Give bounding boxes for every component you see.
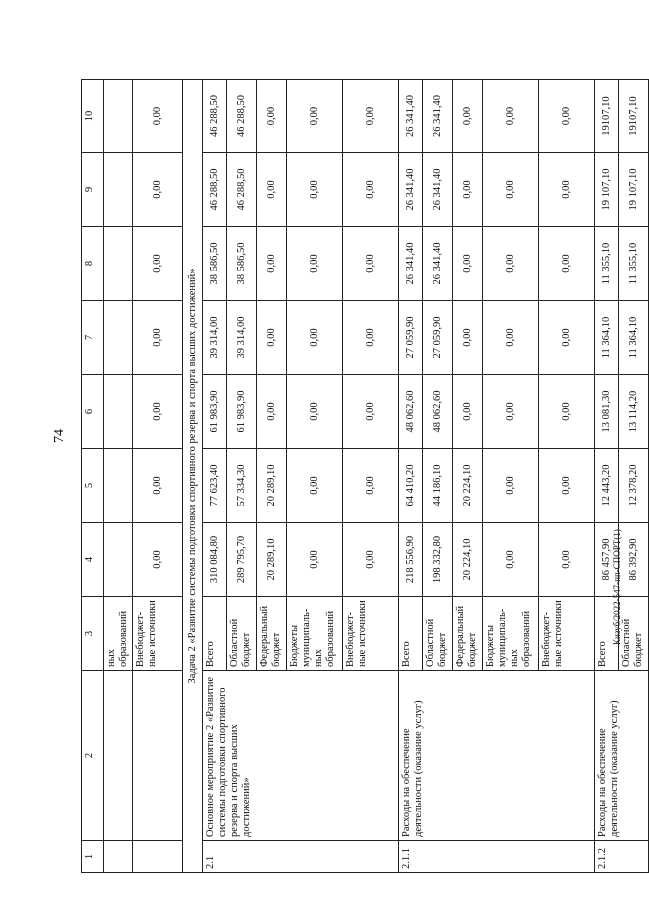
- value-cell: [104, 449, 133, 523]
- value-cell: 11 355,10: [619, 227, 649, 301]
- value-cell: [104, 301, 133, 375]
- value-cell: 0,00: [483, 523, 539, 597]
- value-cell: 19 107,10: [595, 153, 619, 227]
- value-cell: 46 288,50: [203, 153, 227, 227]
- value-cell: 11 355,10: [595, 227, 619, 301]
- source-cell: Всего: [203, 597, 227, 671]
- value-cell: 0,00: [343, 449, 399, 523]
- value-cell: 46 288,50: [227, 80, 257, 153]
- header-cell: 10: [82, 80, 104, 153]
- section-row: [183, 80, 203, 873]
- code-cell: [104, 841, 133, 873]
- value-cell: 0,00: [257, 153, 287, 227]
- value-cell: 0,00: [133, 375, 183, 449]
- value-cell: 26 341,40: [423, 227, 453, 301]
- table-row: [399, 80, 423, 873]
- header-cell: 7: [82, 301, 104, 375]
- section-title: Задача 2 «Развитие системы подготовки спортивного резерва и спорта высших достижений»: [183, 80, 203, 873]
- header-cell: 1: [82, 841, 104, 873]
- value-cell: 44 186,10: [423, 449, 453, 523]
- value-cell: 0,00: [453, 153, 483, 227]
- value-cell: 26 341,40: [399, 227, 423, 301]
- page-number: 74: [52, 429, 67, 443]
- source-cell: Внебюджет-ные источники: [539, 597, 595, 671]
- value-cell: 0,00: [133, 80, 183, 153]
- budget-table: [81, 79, 649, 873]
- value-cell: 39 314,00: [227, 301, 257, 375]
- value-cell: 61 983,90: [203, 375, 227, 449]
- value-cell: [104, 80, 133, 153]
- table-row: [595, 80, 619, 873]
- value-cell: 19 107,10: [619, 153, 649, 227]
- value-cell: 0,00: [287, 449, 343, 523]
- source-cell: Областной бюджет: [423, 597, 453, 671]
- name-cell: Расходы на обеспечение деятельности (оказание услуг): [399, 671, 595, 841]
- value-cell: 64 410,20: [399, 449, 423, 523]
- source-cell: Федеральный бюджет: [257, 597, 287, 671]
- value-cell: [104, 523, 133, 597]
- value-cell: 0,00: [483, 153, 539, 227]
- name-cell: Расходы на обеспечение деятельности (оказание услуг): [595, 671, 649, 841]
- value-cell: 0,00: [133, 301, 183, 375]
- value-cell: 48 062,60: [399, 375, 423, 449]
- value-cell: 0,00: [257, 80, 287, 153]
- header-cell: 2: [82, 671, 104, 841]
- source-cell: Бюджеты муниципаль-ных образований: [287, 597, 343, 671]
- value-cell: 0,00: [287, 301, 343, 375]
- value-cell: 0,00: [133, 523, 183, 597]
- value-cell: 46 288,50: [203, 80, 227, 153]
- value-cell: 0,00: [133, 153, 183, 227]
- source-cell: Всего: [399, 597, 423, 671]
- source-cell: Всего: [595, 597, 619, 671]
- value-cell: 19107,10: [619, 80, 649, 153]
- header-cell: 8: [82, 227, 104, 301]
- value-cell: 0,00: [539, 301, 595, 375]
- value-cell: [104, 227, 133, 301]
- value-cell: 310 084,80: [203, 523, 227, 597]
- value-cell: 0,00: [343, 301, 399, 375]
- code-cell: 2.1.1: [399, 841, 595, 873]
- value-cell: 26 341,40: [423, 80, 453, 153]
- document-code: Кизуб/2022-547-пп-СПОРТ(1): [612, 529, 622, 645]
- code-cell: 2.1: [203, 841, 399, 873]
- name-cell: [104, 671, 133, 841]
- value-cell: 12 378,20: [619, 449, 649, 523]
- value-cell: 0,00: [287, 227, 343, 301]
- value-cell: 26 341,40: [423, 153, 453, 227]
- source-cell: Областной бюджет: [619, 597, 649, 671]
- value-cell: 218 556,90: [399, 523, 423, 597]
- value-cell: 0,00: [343, 375, 399, 449]
- value-cell: 0,00: [453, 375, 483, 449]
- value-cell: 77 623,40: [203, 449, 227, 523]
- value-cell: 0,00: [539, 80, 595, 153]
- value-cell: 27 059,90: [399, 301, 423, 375]
- source-cell: ных образований: [104, 597, 133, 671]
- value-cell: 0,00: [483, 375, 539, 449]
- value-cell: 0,00: [453, 80, 483, 153]
- source-cell: Федеральный бюджет: [453, 597, 483, 671]
- value-cell: 0,00: [539, 153, 595, 227]
- value-cell: 61 983,90: [227, 375, 257, 449]
- table-row: [104, 80, 133, 873]
- header-row: [82, 80, 104, 873]
- header-cell: 5: [82, 449, 104, 523]
- value-cell: 27 059,90: [423, 301, 453, 375]
- value-cell: 12 443,20: [595, 449, 619, 523]
- value-cell: [104, 153, 133, 227]
- name-cell: Основное мероприятие 2 «Развитие системы подготовки спортивного резерва и спорта высших достижений»: [203, 671, 399, 841]
- value-cell: 0,00: [133, 227, 183, 301]
- value-cell: 289 795,70: [227, 523, 257, 597]
- table-row: [133, 80, 183, 873]
- value-cell: 0,00: [133, 449, 183, 523]
- source-cell: Бюджеты муниципаль-ных образований: [483, 597, 539, 671]
- value-cell: 0,00: [287, 153, 343, 227]
- value-cell: 0,00: [483, 80, 539, 153]
- value-cell: 0,00: [483, 301, 539, 375]
- value-cell: 86 392,90: [619, 523, 649, 597]
- value-cell: 0,00: [257, 301, 287, 375]
- header-cell: 9: [82, 153, 104, 227]
- value-cell: 0,00: [343, 227, 399, 301]
- value-cell: 11 364,10: [595, 301, 619, 375]
- value-cell: 0,00: [287, 523, 343, 597]
- value-cell: 20 224,10: [453, 449, 483, 523]
- value-cell: 0,00: [539, 227, 595, 301]
- source-cell: Областной бюджет: [227, 597, 257, 671]
- name-cell: [133, 671, 183, 841]
- code-cell: [133, 841, 183, 873]
- header-cell: 4: [82, 523, 104, 597]
- value-cell: 20 289,10: [257, 523, 287, 597]
- value-cell: 11 364,10: [619, 301, 649, 375]
- value-cell: 0,00: [483, 227, 539, 301]
- value-cell: 198 332,80: [423, 523, 453, 597]
- value-cell: 19107,10: [595, 80, 619, 153]
- value-cell: 0,00: [539, 375, 595, 449]
- value-cell: [104, 375, 133, 449]
- value-cell: 0,00: [539, 523, 595, 597]
- value-cell: 0,00: [257, 227, 287, 301]
- value-cell: 0,00: [539, 449, 595, 523]
- value-cell: 0,00: [453, 301, 483, 375]
- value-cell: 57 334,30: [227, 449, 257, 523]
- value-cell: 26 341,40: [399, 80, 423, 153]
- code-cell: 2.1.2: [595, 841, 649, 873]
- value-cell: 0,00: [257, 375, 287, 449]
- value-cell: 0,00: [287, 80, 343, 153]
- header-cell: 3: [82, 597, 104, 671]
- table-row: [203, 80, 227, 873]
- value-cell: 38 586,50: [203, 227, 227, 301]
- value-cell: 0,00: [483, 449, 539, 523]
- value-cell: 86 457,90: [595, 523, 619, 597]
- value-cell: 39 314,00: [203, 301, 227, 375]
- value-cell: 20 224,10: [453, 523, 483, 597]
- source-cell: Внебюджет-ные источники: [133, 597, 183, 671]
- value-cell: 0,00: [343, 153, 399, 227]
- source-cell: Внебюджет-ные источники: [343, 597, 399, 671]
- value-cell: 46 288,50: [227, 153, 257, 227]
- value-cell: 26 341,40: [399, 153, 423, 227]
- value-cell: 0,00: [453, 227, 483, 301]
- value-cell: 20 289,10: [257, 449, 287, 523]
- value-cell: 0,00: [343, 80, 399, 153]
- value-cell: 38 586,50: [227, 227, 257, 301]
- value-cell: 48 062,60: [423, 375, 453, 449]
- value-cell: 0,00: [343, 523, 399, 597]
- value-cell: 13 081,30: [595, 375, 619, 449]
- header-cell: 6: [82, 375, 104, 449]
- value-cell: 0,00: [287, 375, 343, 449]
- value-cell: 13 114,20: [619, 375, 649, 449]
